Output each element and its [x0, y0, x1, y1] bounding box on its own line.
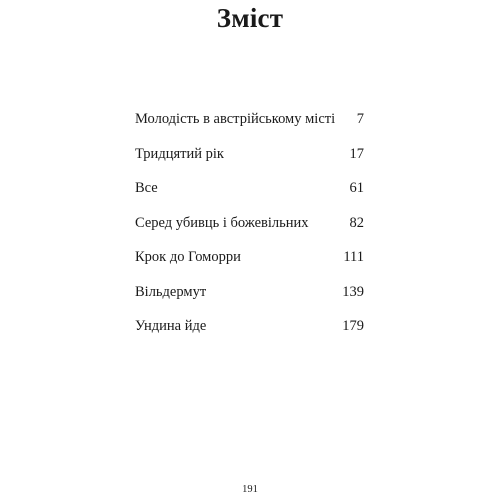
toc-entry-page: 111 [343, 249, 364, 265]
toc-entry [135, 214, 364, 249]
toc-entry-title: Тридцятий рік [135, 145, 224, 162]
toc-entry-title: Вільдермут [135, 283, 207, 300]
toc-entry-page: 82 [349, 214, 364, 231]
toc-entry-page: 17 [349, 145, 364, 162]
toc-entry-title: Крок до Гоморри [135, 249, 241, 265]
toc-entry [135, 283, 364, 318]
toc-entry-title: Все [135, 180, 158, 196]
page-title: Зміст [216, 3, 284, 33]
table-of-contents [135, 110, 364, 352]
toc-entry [135, 317, 364, 352]
toc-entry-page: 139 [342, 283, 364, 300]
toc-entry-page: 179 [342, 318, 364, 334]
toc-entry [135, 248, 364, 283]
toc-entry-title: Молодість в австрійському місті [135, 111, 336, 127]
toc-entry-title: Ундина йде [135, 318, 207, 334]
toc-entry [135, 179, 364, 214]
toc-entry [135, 145, 364, 180]
toc-entry-title: Серед убивць і божевільних [135, 214, 309, 231]
toc-entry-page: 7 [356, 111, 364, 127]
toc-entry-page: 61 [349, 180, 364, 196]
page-number: 191 [242, 484, 258, 495]
toc-entry [135, 110, 364, 145]
